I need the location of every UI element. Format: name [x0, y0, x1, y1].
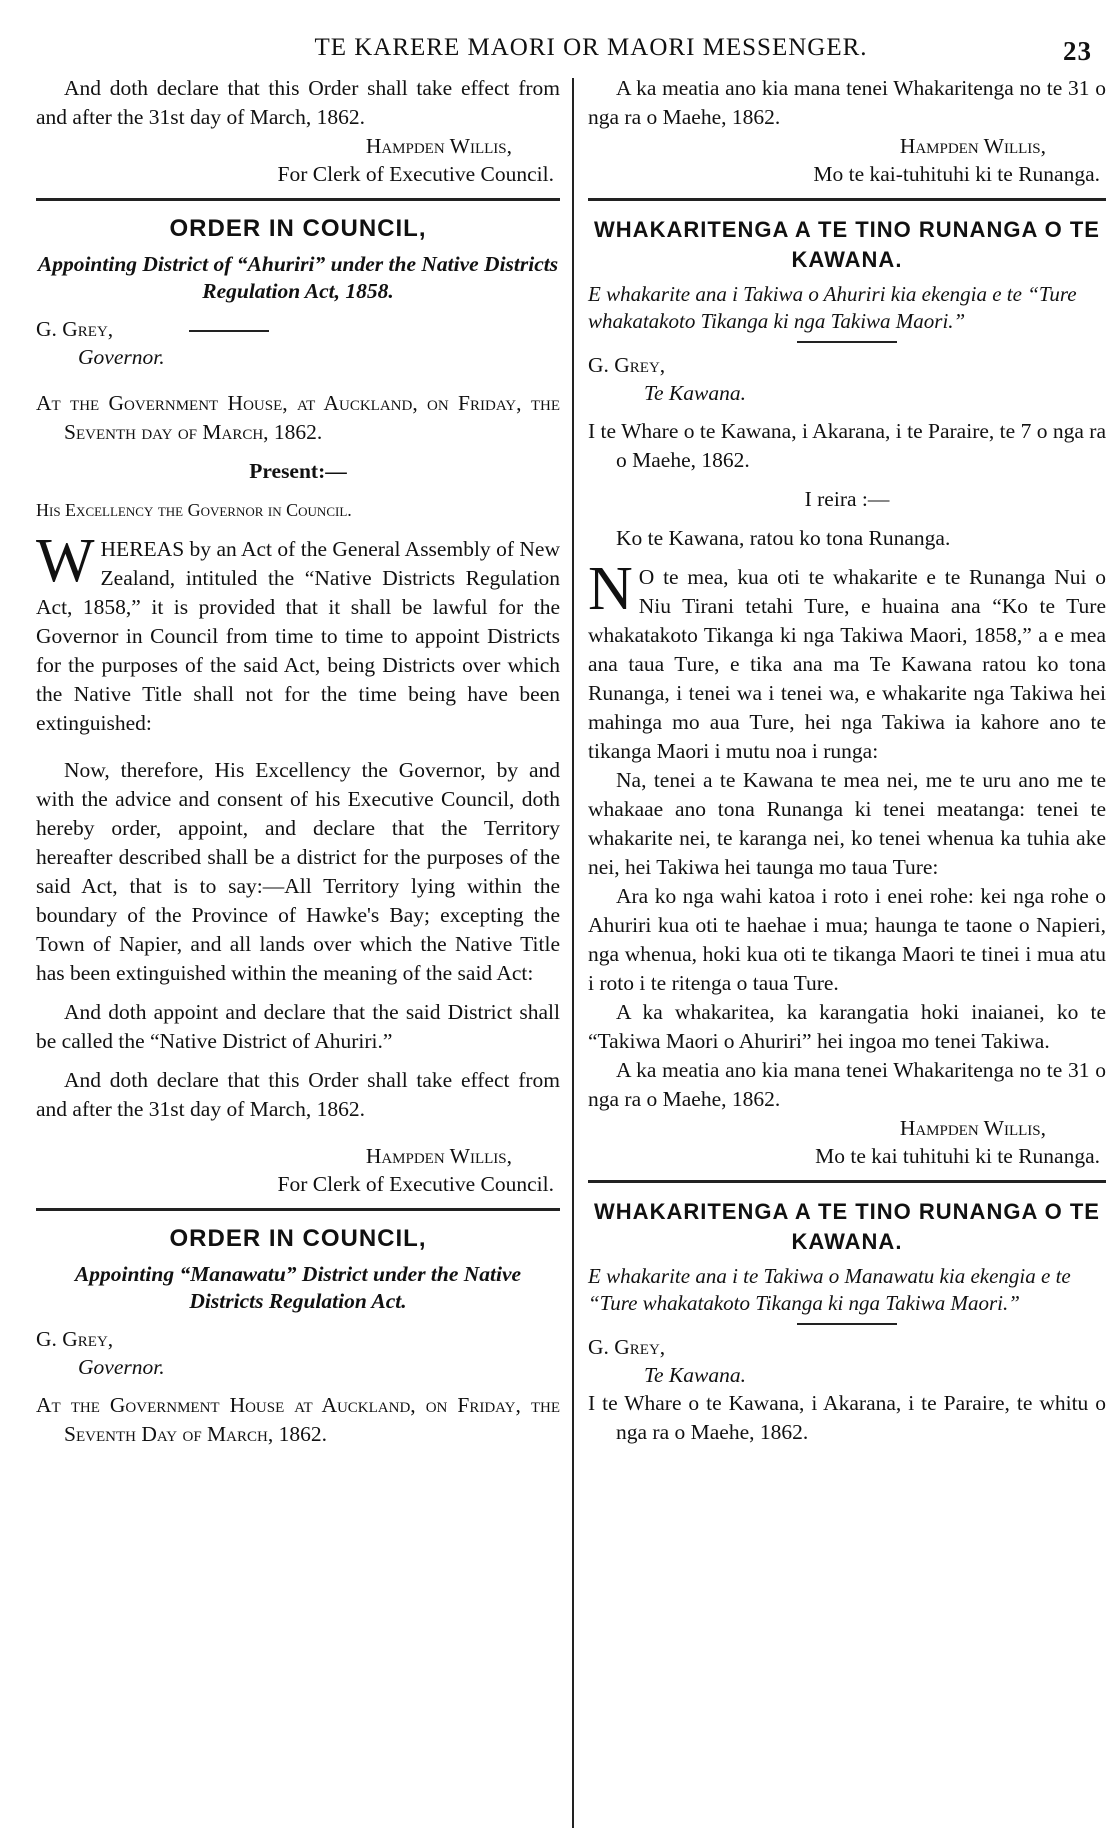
no-te-mea-drop-cap: N	[588, 555, 633, 623]
right-order1-ara: Ara ko nga wahi katoa i roto i enei rohe: kei nga rohe o Ahuriri kua oti te haehae i mua; haunga te taone o Napieri, nga whenua, hoki kua oti te tikanga Maori te tinei i mua atu i roto i te ritenga o taua Ture.	[588, 884, 1106, 995]
signature-rule	[189, 330, 269, 332]
right-top-effect-text: A ka meatia ano kia mana tenei Whakaritenga no te 31 o nga ra o Maehe, 1862.	[588, 76, 1106, 129]
english-column	[36, 74, 572, 1828]
short-rule	[797, 1323, 897, 1325]
right-order1-no-te-mea	[588, 555, 1106, 766]
left-top-sign-role: For Clerk of Executive Council.	[277, 162, 554, 186]
left-order1-effect: And doth declare that this Order shall take effect from and after the 31st day of March, 1862.	[36, 1068, 560, 1121]
left-order1-sign-role: For Clerk of Executive Council.	[277, 1172, 554, 1196]
whereas-drop-cap: W	[36, 527, 95, 595]
right-order1-mana: A ka meatia ano kia mana tenei Whakaritenga no te 31 o nga ra o Maehe, 1862.	[588, 1058, 1106, 1111]
short-rule	[797, 341, 897, 343]
left-order1-present: Present:—	[249, 459, 347, 483]
right-order2-subheading: E whakarite ana i te Takiwa o Manawatu kia ekengia e te “Ture whakatakoto Tikanga ki nga Takiwa Maori.”	[588, 1264, 1071, 1315]
right-order1-karangatia: A ka whakaritea, ka karangatia hoki inaianei, ko te “Takiwa Maori o Ahuriri” hei ingoa mo tenei Takiwa.	[588, 1000, 1106, 1053]
right-order1-subheading: E whakarite ana i Takiwa o Ahuriri kia ekengia e te “Ture whakatakoto Tikanga ki nga Takiwa Maori.”	[588, 282, 1077, 333]
right-order1-heading: WHAKARITENGA A TE TINO RUNANGA O TE KAWANA.	[594, 217, 1100, 272]
whereas-text: HEREAS by an Act of the General Assembly of New Zealand, intituled the “Native Districts Regulation Act, 1858,” it is provided that it shall be lawful for the Governor in Council from time to time to appoint Districts for the purposes of the said Act, being Districts over which the Native Title shall not for the time being have been extinguished:	[36, 537, 560, 735]
right-order2-governor-name: G. Grey,	[588, 1335, 666, 1359]
page-number: 23	[1063, 36, 1092, 66]
right-order2-location: I te Whare o te Kawana, i Akarana, i te Paraire, te whitu o nga ra o Maehe, 1862.	[588, 1391, 1106, 1444]
section-divider	[36, 1208, 560, 1211]
right-order2-heading: WHAKARITENGA A TE TINO RUNANGA O TE KAWANA.	[594, 1199, 1100, 1254]
left-order1-subheading: Appointing District of “Ahuriri” under the Native Districts Regulation Act, 1858.	[37, 252, 559, 303]
left-order1-governor-line	[36, 315, 560, 343]
left-order1-council: His Excellency the Governor in Council.	[36, 500, 352, 520]
left-order1-governor-name: G. Grey,	[36, 317, 114, 341]
masthead-title: TE KARERE MAORI OR MAORI MESSENGER.	[314, 34, 868, 61]
left-order2-heading: ORDER IN COUNCIL,	[169, 1225, 427, 1252]
right-order1-location: I te Whare o te Kawana, i Akarana, i te Paraire, te 7 o nga ra o Maehe, 1862.	[588, 419, 1106, 472]
left-order1-sign-name: Hampden Willis,	[365, 1144, 512, 1168]
no-te-mea-text: O te mea, kua oti te whakarite e te Runanga Nui o Niu Tirani tetahi Ture, e huaina ana “Ko te Ture whakatakoto Tikanga ki nga Takiwa Maori, 1858,” a e mea ana taua Ture, e tika ana ma Te Kawana ratou ko tona Runanga, i tenei wa i tenei wa, e whakarite nga Takiwa hei mahinga mo aua Ture, hei nga Takiwa ia kahore ano te tikanga Maori i mutu noa i runga:	[588, 565, 1106, 763]
left-top-sign-name: Hampden Willis,	[365, 134, 512, 158]
page-header	[36, 34, 1106, 74]
left-top-effect-text: And doth declare that this Order shall take effect from and after the 31st day of March, 1862.	[36, 76, 560, 129]
section-divider	[36, 198, 560, 201]
right-order1-present: I reira :—	[804, 487, 890, 511]
maori-column	[574, 74, 1106, 1828]
right-order1-sign-name: Hampden Willis,	[899, 1116, 1046, 1140]
left-order2-location: At the Government House at Auckland, on Friday, the Seventh Day of March, 1862.	[36, 1393, 560, 1446]
section-divider	[588, 1180, 1106, 1183]
left-order1-appoint: And doth appoint and declare that the said District shall be called the “Native District of Ahuriri.”	[36, 1000, 560, 1053]
right-order1-na: Na, tenei a te Kawana te mea nei, me te uru ano me te whakaae ano tona Runanga ki tenei meatanga: tenei te whakarite nei, te karanga nei, ko tenei whenua ka tuhia ake nei, hei Takiwa hei taunga mo taua Ture:	[588, 768, 1106, 879]
left-order1-heading: ORDER IN COUNCIL,	[169, 215, 427, 242]
left-order1-whereas	[36, 527, 560, 738]
right-order1-sign-role: Mo te kai tuhituhi ki te Runanga.	[815, 1144, 1100, 1168]
left-order1-governor-title: Governor.	[78, 345, 165, 369]
two-column-body	[36, 74, 1106, 1828]
right-top-sign-role: Mo te kai-tuhituhi ki te Runanga.	[813, 162, 1100, 186]
right-order1-governor-name: G. Grey,	[588, 353, 666, 377]
right-order1-council: Ko te Kawana, ratou ko tona Runanga.	[616, 526, 951, 550]
section-divider	[588, 198, 1106, 201]
left-order1-location: At the Government House, at Auckland, on Friday, the Seventh day of March, 1862.	[36, 391, 560, 444]
left-order2-governor-title: Governor.	[78, 1355, 165, 1379]
left-order1-now-therefore: Now, therefore, His Excellency the Governor, by and with the advice and consent of his Executive Council, doth hereby order, appoint, and declare that the Territory hereafter described shall be a district for the purposes of the said Act, that is to say:—All Territory lying within the boundary of the Province of Hawke's Bay; excepting the Town of Napier, and all lands over which the Native Title has been extinguished within the meaning of the said Act:	[36, 758, 560, 985]
right-order2-governor-title: Te Kawana.	[644, 1363, 746, 1387]
left-order2-governor-name: G. Grey,	[36, 1327, 114, 1351]
right-top-sign-name: Hampden Willis,	[899, 134, 1046, 158]
right-order1-governor-title: Te Kawana.	[644, 381, 746, 405]
left-order2-subheading: Appointing “Manawatu” District under the Native Districts Regulation Act.	[74, 1262, 522, 1313]
